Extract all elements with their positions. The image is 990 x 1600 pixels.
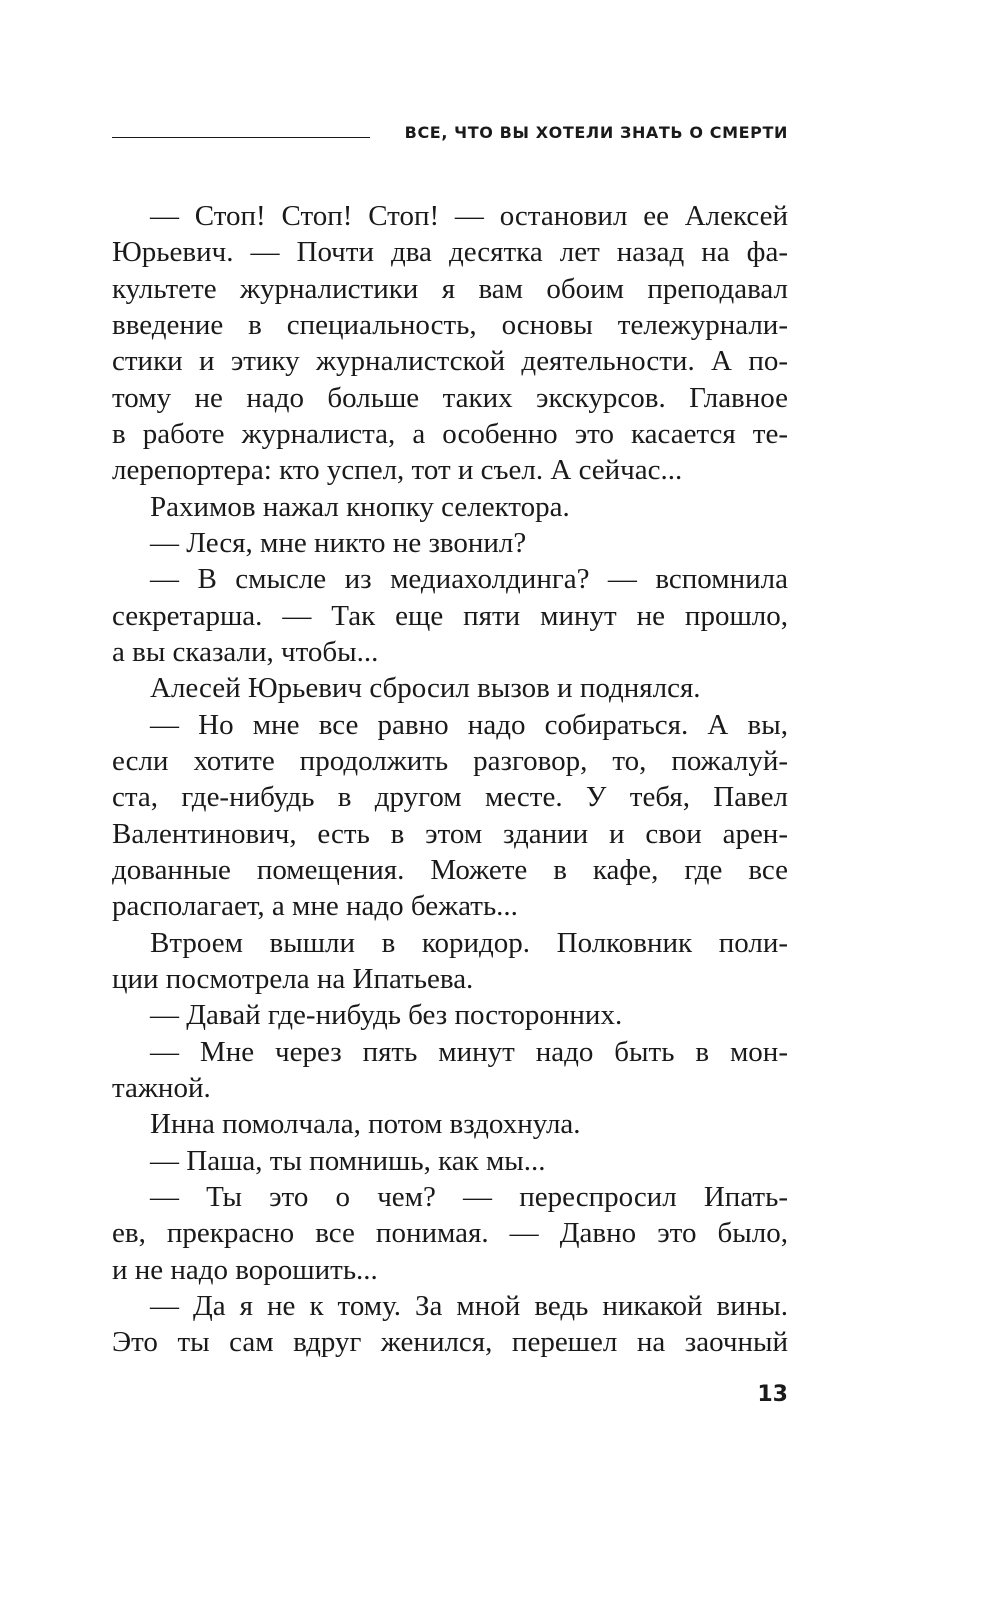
text-line: — Да я не к тому. За мной ведь никакой вины. xyxy=(150,1289,788,1322)
text-line: в работе журналиста, а особенно это касается те- xyxy=(112,417,788,450)
text-line: культете журналистики я вам обоим преподавал xyxy=(112,272,788,305)
text-line: а вы сказали, чтобы... xyxy=(112,635,379,668)
text-line: введение в специальность, основы тележурнали- xyxy=(112,308,788,341)
running-head xyxy=(112,114,788,144)
text-line: Инна помолчала, потом вздохнула. xyxy=(150,1108,581,1141)
text-line: — Ты это о чем? — переспросил Ипать- xyxy=(150,1180,788,1213)
text-line: Это ты сам вдруг женился, перешел на заочный xyxy=(112,1326,788,1359)
text-line: — Леся, мне никто не звонил? xyxy=(150,526,527,559)
text-line: располагает, а мне надо бежать... xyxy=(112,890,518,923)
text-line: ев, прекрасно все понимая. — Давно это было, xyxy=(112,1217,788,1250)
text-line: — Паша, ты помнишь, как мы... xyxy=(150,1144,546,1177)
body-text xyxy=(112,198,788,1361)
text-line: стики и этику журналистской деятельности. А по- xyxy=(112,345,788,378)
text-line: ции посмотрела на Ипатьева. xyxy=(112,962,474,995)
text-line: и не надо ворошить... xyxy=(112,1253,378,1286)
text-line: Валентинович, есть в этом здании и свои арен- xyxy=(112,817,788,850)
page-number: 13 xyxy=(757,1382,788,1407)
text-line: — Давай где-нибудь без посторонних. xyxy=(150,999,623,1032)
text-line: — Стоп! Стоп! Стоп! — остановил ее Алексей xyxy=(150,200,788,232)
text-line: — Мне через пять минут надо быть в мон- xyxy=(150,1035,788,1068)
text-line: — В смысле из медиахолдинга? — вспомнила xyxy=(150,563,788,596)
text-line: Втроем вышли в коридор. Полковник поли- xyxy=(150,926,788,959)
text-line: секретарша. — Так еще пяти минут не прошло, xyxy=(112,599,788,632)
text-line: лерепортера: кто успел, тот и съел. А сейчас... xyxy=(112,454,683,487)
text-line: тажной. xyxy=(112,1071,211,1104)
text-line: тому не надо больше таких экскурсов. Главное xyxy=(112,381,788,414)
text-line: Алесей Юрьевич сбросил вызов и поднялся. xyxy=(150,672,701,705)
text-line: ста, где-нибудь в другом месте. У тебя, Павел xyxy=(112,781,788,814)
text-line: Юрьевич. — Почти два десятка лет назад на фа- xyxy=(112,236,788,269)
text-line: Рахимов нажал кнопку селектора. xyxy=(150,490,570,523)
running-head-title: ВСЕ, ЧТО ВЫ ХОТЕЛИ ЗНАТЬ О СМЕРТИ xyxy=(404,123,788,142)
text-line: дованные помещения. Можете в кафе, где все xyxy=(112,853,788,886)
header-rule xyxy=(112,137,370,138)
text-line: — Но мне все равно надо собираться. А вы, xyxy=(150,708,788,741)
text-line: если хотите продолжить разговор, то, пожалуй- xyxy=(112,744,788,777)
